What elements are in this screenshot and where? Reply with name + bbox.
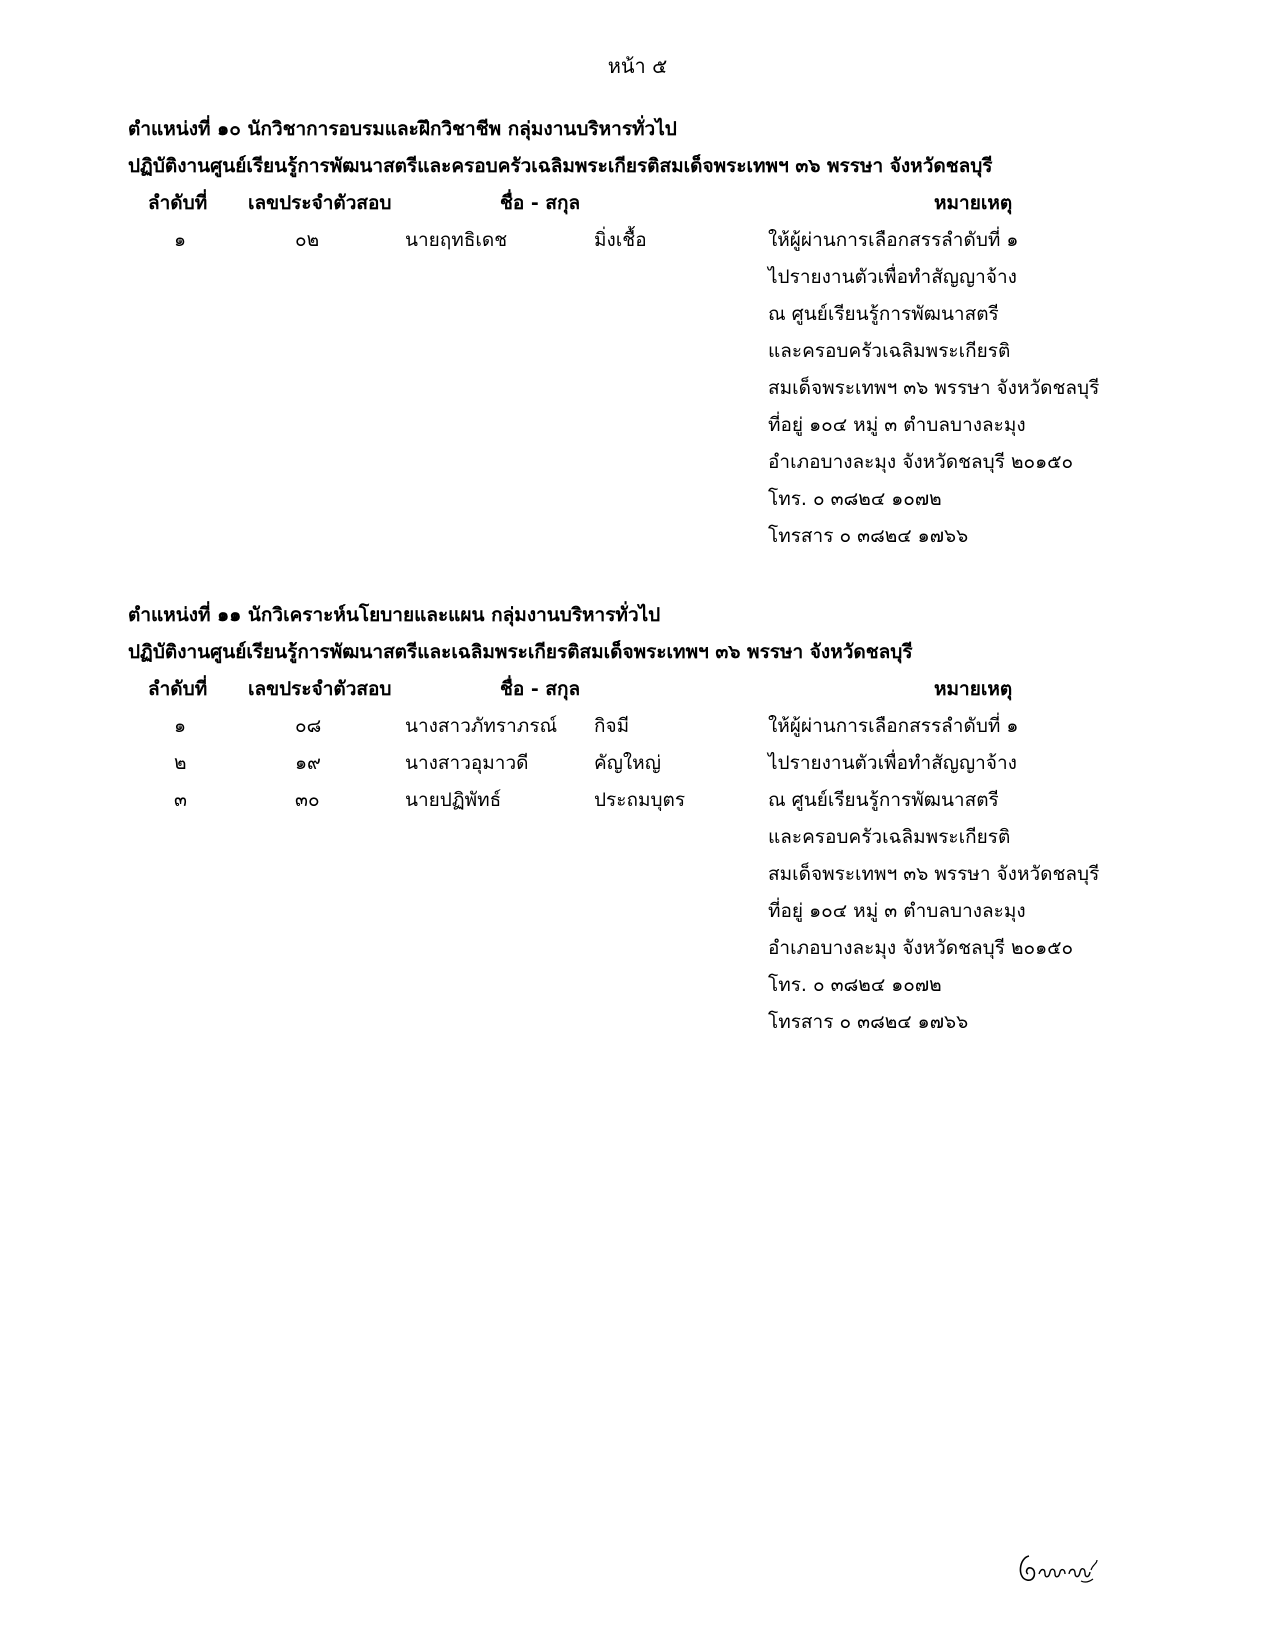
remark-line: โทร. ๐ ๓๘๒๔ ๑๐๗๒ xyxy=(768,488,942,510)
remark-line: ณ ศูนย์เรียนรู้การพัฒนาสตรี xyxy=(768,303,999,325)
remark-line: โทร. ๐ ๓๘๒๔ ๑๐๗๒ xyxy=(768,974,942,996)
workplace-line: ปฏิบัติงานศูนย์เรียนรู้การพัฒนาสตรีและเฉลิมพระเกียรติสมเด็จพระเทพฯ ๓๖ พรรษา จังหวัดชลบุรี xyxy=(128,641,913,663)
position-section-10 xyxy=(128,115,1128,547)
remark-line: โทรสาร ๐ ๓๘๒๔ ๑๗๖๖ xyxy=(768,525,969,547)
position-section-11 xyxy=(128,601,1128,1033)
row-exam-id: ๑๙ xyxy=(295,752,321,774)
header-exam-id: เลขประจำตัวสอบ xyxy=(248,192,392,214)
remark-block xyxy=(768,712,1099,1045)
header-exam-id: เลขประจำตัวสอบ xyxy=(248,678,392,700)
remark-line: อำเภอบางละมุง จังหวัดชลบุรี ๒๐๑๕๐ xyxy=(768,937,1074,959)
remark-line: ณ ศูนย์เรียนรู้การพัฒนาสตรี xyxy=(768,789,999,811)
header-remark: หมายเหตุ xyxy=(934,678,1013,700)
table-header xyxy=(128,675,1128,712)
table-body xyxy=(128,712,1128,1033)
page-number: หน้า ๕ xyxy=(607,54,668,78)
remark-line: อำเภอบางละมุง จังหวัดชลบุรี ๒๐๑๕๐ xyxy=(768,451,1074,473)
row-order: ๓ xyxy=(174,789,187,811)
remark-line: ให้ผู้ผ่านการเลือกสรรลำดับที่ ๑ xyxy=(768,229,1019,251)
table-body xyxy=(128,226,1128,547)
remark-block xyxy=(768,226,1099,559)
row-order: ๒ xyxy=(174,752,187,774)
remark-line: สมเด็จพระเทพฯ ๓๖ พรรษา จังหวัดชลบุรี xyxy=(768,863,1100,885)
table-header xyxy=(128,189,1128,226)
row-exam-id: ๐๘ xyxy=(295,715,322,737)
position-title: ตำแหน่งที่ ๑๑ นักวิเคราะห์นโยบายและแผน กลุ่มงานบริหารทั่วไป xyxy=(128,604,661,626)
remark-line: ไปรายงานตัวเพื่อทำสัญญาจ้าง xyxy=(768,266,1017,288)
remark-line: โทรสาร ๐ ๓๘๒๔ ๑๗๖๖ xyxy=(768,1011,969,1033)
handwritten-signature xyxy=(1015,1548,1105,1588)
row-first-name: นางสาวอุมาวดี xyxy=(405,752,529,774)
row-order: ๑ xyxy=(174,229,187,251)
row-first-name: นางสาวภัทราภรณ์ xyxy=(405,715,558,737)
row-last-name: ประถมบุตร xyxy=(594,789,686,811)
remark-line: ที่อยู่ ๑๐๔ หมู่ ๓ ตำบลบางละมุง xyxy=(768,900,1026,922)
header-order: ลำดับที่ xyxy=(148,192,208,214)
header-order: ลำดับที่ xyxy=(148,678,208,700)
row-last-name: กิจมี xyxy=(594,715,630,737)
row-exam-id: ๐๒ xyxy=(295,229,320,251)
row-last-name: คัญใหญ่ xyxy=(594,752,661,774)
row-exam-id: ๓๐ xyxy=(295,789,320,811)
remark-line: และครอบครัวเฉลิมพระเกียรติ xyxy=(768,340,1011,362)
remark-line: ที่อยู่ ๑๐๔ หมู่ ๓ ตำบลบางละมุง xyxy=(768,414,1026,436)
workplace-line: ปฏิบัติงานศูนย์เรียนรู้การพัฒนาสตรีและครอบครัวเฉลิมพระเกียรติสมเด็จพระเทพฯ ๓๖ พรรษา จังหวัดชลบุรี xyxy=(128,155,993,177)
row-last-name: มิ่งเชื้อ xyxy=(594,229,647,251)
header-name: ชื่อ - สกุล xyxy=(500,678,581,700)
row-first-name: นายปฏิพัทธ์ xyxy=(405,789,502,811)
row-order: ๑ xyxy=(174,715,187,737)
remark-line: ให้ผู้ผ่านการเลือกสรรลำดับที่ ๑ xyxy=(768,715,1019,737)
position-title: ตำแหน่งที่ ๑๐ นักวิชาการอบรมและฝึกวิชาชีพ กลุ่มงานบริหารทั่วไป xyxy=(128,118,677,140)
remark-line: ไปรายงานตัวเพื่อทำสัญญาจ้าง xyxy=(768,752,1017,774)
header-name: ชื่อ - สกุล xyxy=(500,192,581,214)
remark-line: และครอบครัวเฉลิมพระเกียรติ xyxy=(768,826,1011,848)
row-first-name: นายฤทธิเดช xyxy=(405,229,508,251)
header-remark: หมายเหตุ xyxy=(934,192,1013,214)
remark-line: สมเด็จพระเทพฯ ๓๖ พรรษา จังหวัดชลบุรี xyxy=(768,377,1100,399)
